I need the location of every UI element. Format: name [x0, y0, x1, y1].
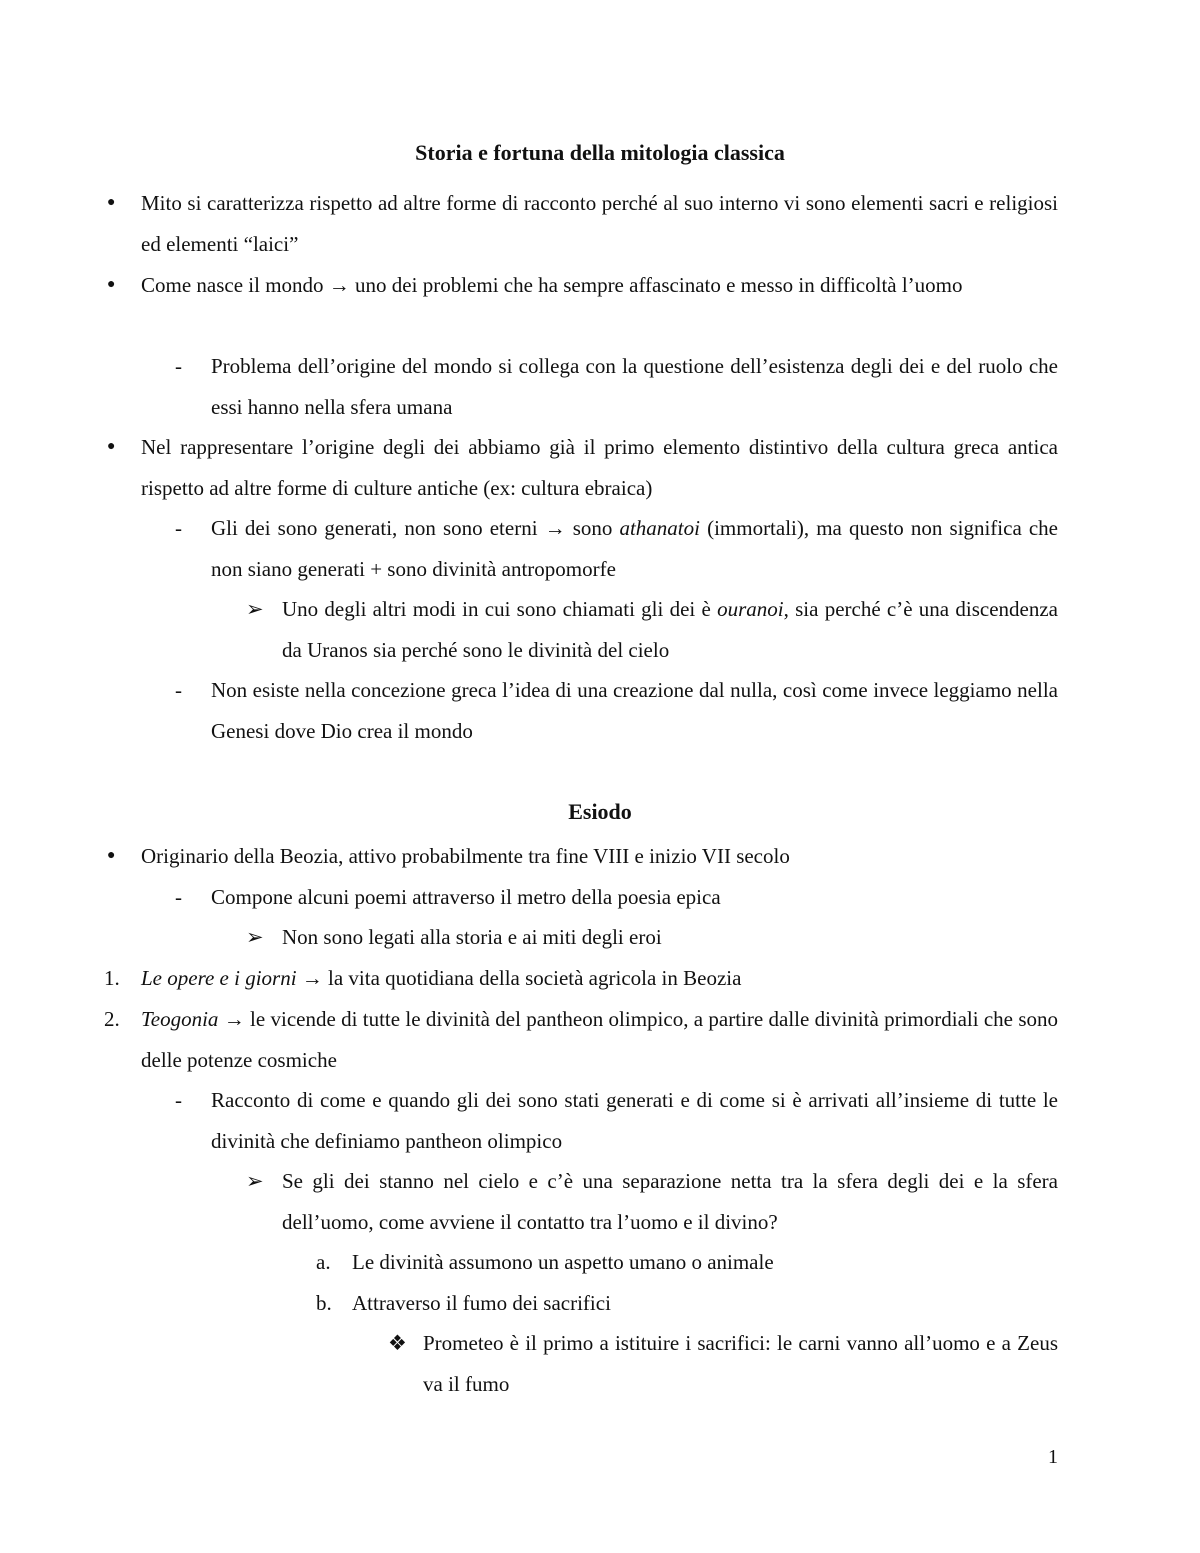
dash-marker: - — [175, 516, 182, 540]
list-item-text — [282, 589, 1058, 670]
text-segment: Gli dei sono generati, non sono eterni → sono — [211, 516, 620, 540]
text-segment: → la vita quotidiana della società agricola in Beozia — [296, 966, 742, 990]
list-item-text: Attraverso il fumo dei sacrifici — [352, 1291, 611, 1315]
arrow-bullet-marker: ➢ — [246, 597, 264, 621]
work-title: Teogonia — [141, 1007, 219, 1031]
letter-marker: a. — [316, 1250, 331, 1274]
arrow-bullet-marker: ➢ — [246, 925, 264, 949]
list-item — [246, 589, 1058, 670]
list-item-text: Originario della Beozia, attivo probabilmente tra fine VIII e inizio VII secolo — [141, 844, 790, 868]
list-item-text: Problema dell’origine del mondo si collega con la questione dell’esistenza degli dei e del ruolo che essi hanno nella sfera umana — [211, 354, 1058, 419]
bullet-marker: ● — [107, 277, 116, 292]
list-item-text: Le divinità assumono un aspetto umano o animale — [352, 1250, 774, 1274]
list-item — [107, 265, 1058, 306]
numbered-item — [104, 958, 1058, 999]
list-item-text: Prometeo è il primo a istituire i sacrifici: le carni vanno all’uomo e a Zeus va il fumo — [423, 1331, 1058, 1396]
bullet-marker: ● — [107, 195, 116, 210]
number-marker: 2. — [104, 1007, 120, 1031]
italic-term: athanatoi — [619, 516, 700, 540]
list-item — [175, 508, 1058, 589]
lettered-item — [316, 1242, 1058, 1283]
list-item-text — [141, 958, 1058, 999]
list-item-text: Racconto di come e quando gli dei sono stati generati e di come si è arrivati all’insieme di tutte le divinità che definiamo pantheon olimpico — [211, 1088, 1058, 1153]
bullet-marker: ● — [107, 439, 116, 454]
text-segment: (immortali), ma questo non significa che non siano generati + sono divinità antropomorfe — [211, 516, 1058, 581]
list-item — [175, 1080, 1058, 1161]
text-segment: → le vicende di tutte le divinità del pantheon olimpico, a partire dalle divinità primordiali che sono delle potenze cosmiche — [141, 1007, 1058, 1072]
section-title: Esiodo — [568, 799, 632, 824]
text-segment: , sia perché c’è una discendenza da Uranos sia perché sono le divinità del cielo — [282, 597, 1058, 662]
list-item-text: Se gli dei stanno nel cielo e c’è una separazione netta tra la sfera degli dei e la sfera dell’uomo, come avviene il contatto tra l’uomo e il divino? — [282, 1169, 1058, 1234]
text-segment: Uno degli altri modi in cui sono chiamati gli dei è — [282, 597, 718, 621]
bullet-marker: ● — [107, 848, 116, 863]
list-item — [388, 1323, 1058, 1404]
list-item — [175, 346, 1058, 427]
list-item-text: Non sono legati alla storia e ai miti degli eroi — [282, 925, 662, 949]
italic-term: ouranoi — [717, 597, 784, 621]
list-item-text — [211, 508, 1058, 589]
list-item — [107, 183, 1058, 264]
list-item — [107, 836, 1058, 877]
numbered-item — [104, 999, 1058, 1080]
page-title: Storia e fortuna della mitologia classica — [415, 140, 785, 165]
list-item — [246, 917, 1058, 958]
list-item-text: Nel rappresentare l’origine degli dei abbiamo già il primo elemento distintivo della cultura greca antica rispetto ad altre forme di culture antiche (ex: cultura ebraica) — [141, 435, 1058, 500]
list-item — [175, 670, 1058, 751]
dash-marker: - — [175, 1088, 182, 1112]
lettered-item — [316, 1283, 1058, 1324]
dash-marker: - — [175, 354, 182, 378]
list-item-text: Come nasce il mondo → uno dei problemi che ha sempre affascinato e messo in difficoltà l’uomo — [141, 273, 963, 297]
list-item-text — [141, 999, 1058, 1080]
diamond-bullet-marker: ❖ — [388, 1331, 407, 1355]
dash-marker: - — [175, 885, 182, 909]
work-title: Le opere e i giorni — [141, 966, 297, 990]
list-item-text: Compone alcuni poemi attraverso il metro della poesia epica — [211, 885, 721, 909]
list-item-text: Mito si caratterizza rispetto ad altre forme di racconto perché al suo interno vi sono elementi sacri e religiosi ed elementi “laici” — [141, 191, 1058, 256]
letter-marker: b. — [316, 1291, 332, 1315]
number-marker: 1. — [104, 966, 120, 990]
list-item — [246, 1161, 1058, 1242]
arrow-bullet-marker: ➢ — [246, 1169, 264, 1193]
dash-marker: - — [175, 678, 182, 702]
page-number: 1 — [1048, 1446, 1058, 1468]
list-item — [107, 427, 1058, 508]
list-item-text: Non esiste nella concezione greca l’idea di una creazione dal nulla, così come invece leggiamo nella Genesi dove Dio crea il mondo — [211, 678, 1058, 743]
list-item — [175, 877, 1058, 918]
